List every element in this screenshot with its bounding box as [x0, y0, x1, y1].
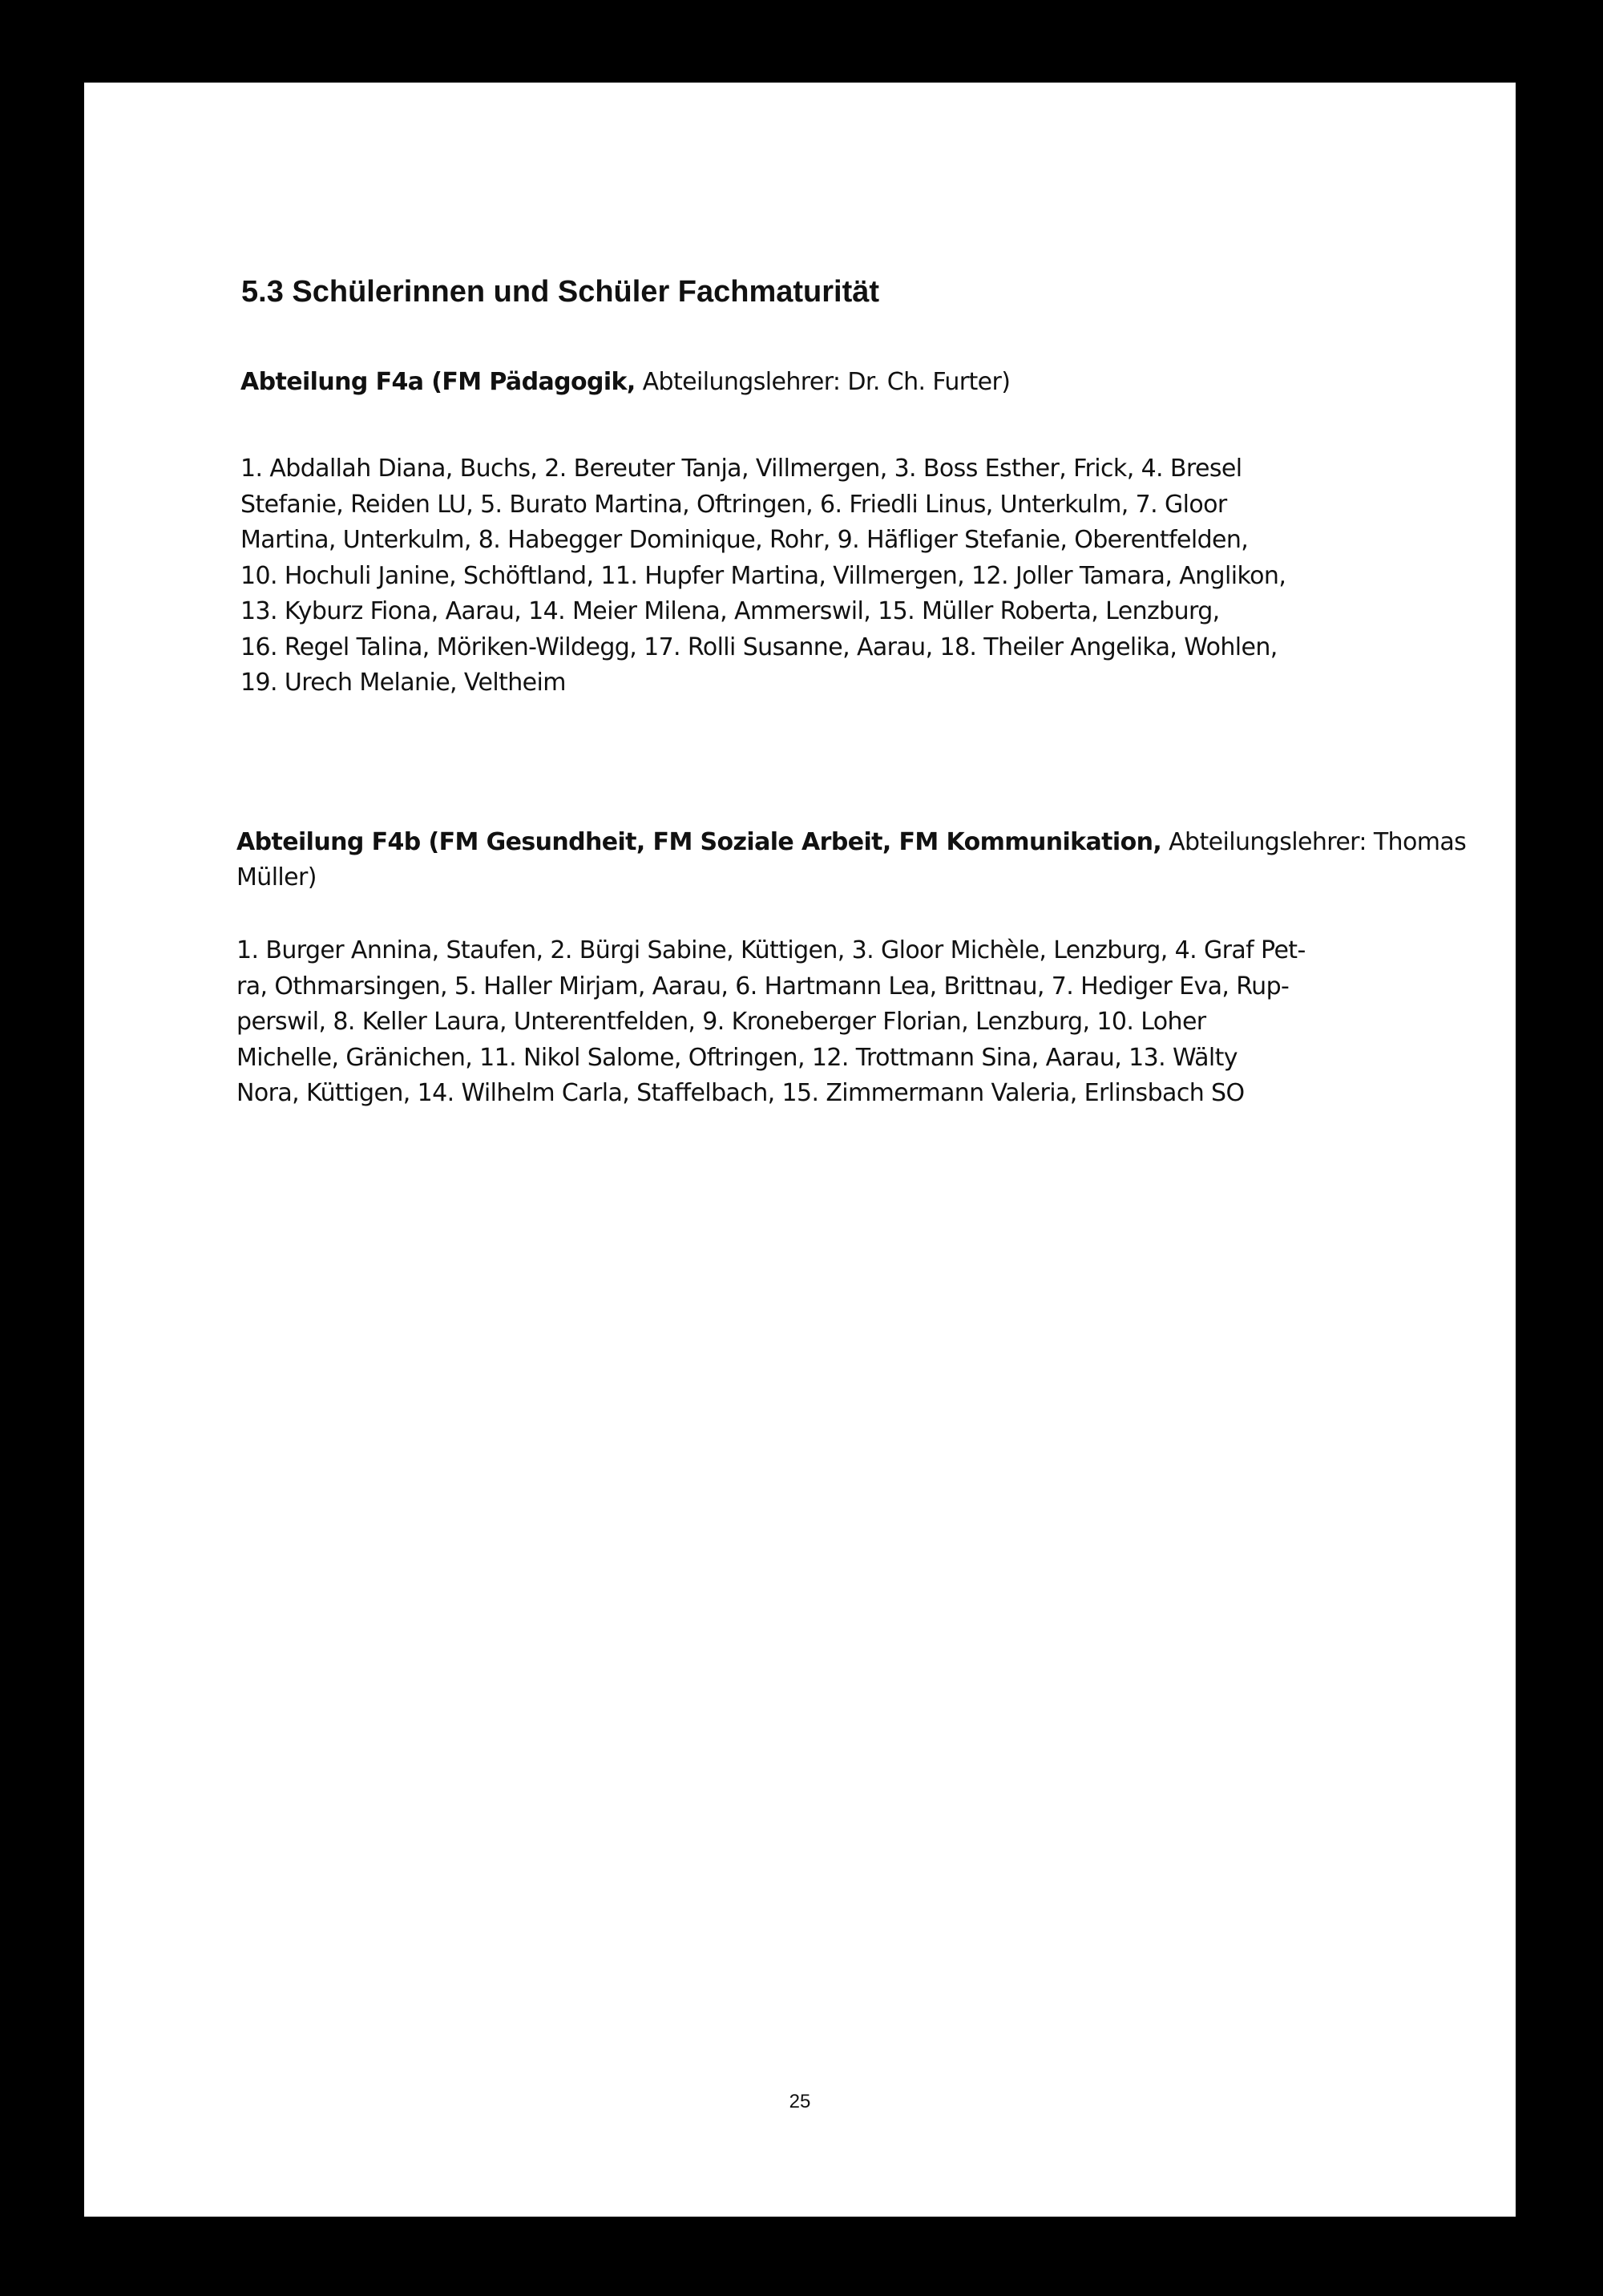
section-title: 5.3 Schülerinnen und Schüler Fachmaturität: [241, 275, 880, 309]
student-list-line: perswil, 8. Keller Laura, Unterentfelden, 9. Kroneberger Florian, Lenzburg, 10. Loher: [236, 1008, 1206, 1036]
student-list-line: 16. Regel Talina, Möriken-Wildegg, 17. Rolli Susanne, Aarau, 18. Theiler Angelika, Wohlen,: [240, 633, 1278, 661]
department-f4b-student-list: [236, 933, 1306, 1112]
student-list-line: Michelle, Gränichen, 11. Nikol Salome, Oftringen, 12. Trottmann Sina, Aarau, 13. Wälty: [236, 1043, 1238, 1072]
student-list-line: 19. Urech Melanie, Veltheim: [240, 669, 566, 697]
department-f4b-heading-bold: Abteilung F4b (FM Gesundheit, FM Soziale Arbeit, FM Kommunikation,: [236, 828, 1162, 856]
page-number: 25: [789, 2091, 811, 2112]
department-f4a-student-list: [240, 451, 1286, 701]
department-f4a-heading-bold: Abteilung F4a (FM Pädagogik,: [240, 368, 636, 396]
student-list-line: 10. Hochuli Janine, Schöftland, 11. Hupfer Martina, Villmergen, 12. Joller Tamara, Anglikon,: [240, 561, 1286, 590]
student-list-line: 1. Burger Annina, Staufen, 2. Bürgi Sabine, Küttigen, 3. Gloor Michèle, Lenzburg, 4. Graf Pet-: [236, 936, 1306, 964]
department-f4a-heading: [240, 365, 1491, 400]
student-list-line: ra, Othmarsingen, 5. Haller Mirjam, Aarau, 6. Hartmann Lea, Brittnau, 7. Hediger Eva, Rup-: [236, 972, 1290, 1000]
student-list-line: Nora, Küttigen, 14. Wilhelm Carla, Staffelbach, 15. Zimmermann Valeria, Erlinsbach SO: [236, 1079, 1245, 1107]
department-f4b-heading: [236, 825, 1487, 895]
department-f4a-heading-teacher: Abteilungslehrer: Dr. Ch. Furter): [635, 368, 1011, 396]
student-list-line: 13. Kyburz Fiona, Aarau, 14. Meier Milena, Ammerswil, 15. Müller Roberta, Lenzburg,: [240, 597, 1220, 625]
student-list-line: 1. Abdallah Diana, Buchs, 2. Bereuter Tanja, Villmergen, 3. Boss Esther, Frick, 4. Bresel: [240, 455, 1242, 483]
department-f4b-heading-teacher: Abteilungslehrer: Thomas Müller): [236, 828, 1467, 891]
document-page: [84, 83, 1516, 2217]
student-list-line: Stefanie, Reiden LU, 5. Burato Martina, Oftringen, 6. Friedli Linus, Unterkulm, 7. Gloor: [240, 490, 1227, 519]
student-list-line: Martina, Unterkulm, 8. Habegger Dominique, Rohr, 9. Häfliger Stefanie, Oberentfelden,: [240, 526, 1249, 554]
